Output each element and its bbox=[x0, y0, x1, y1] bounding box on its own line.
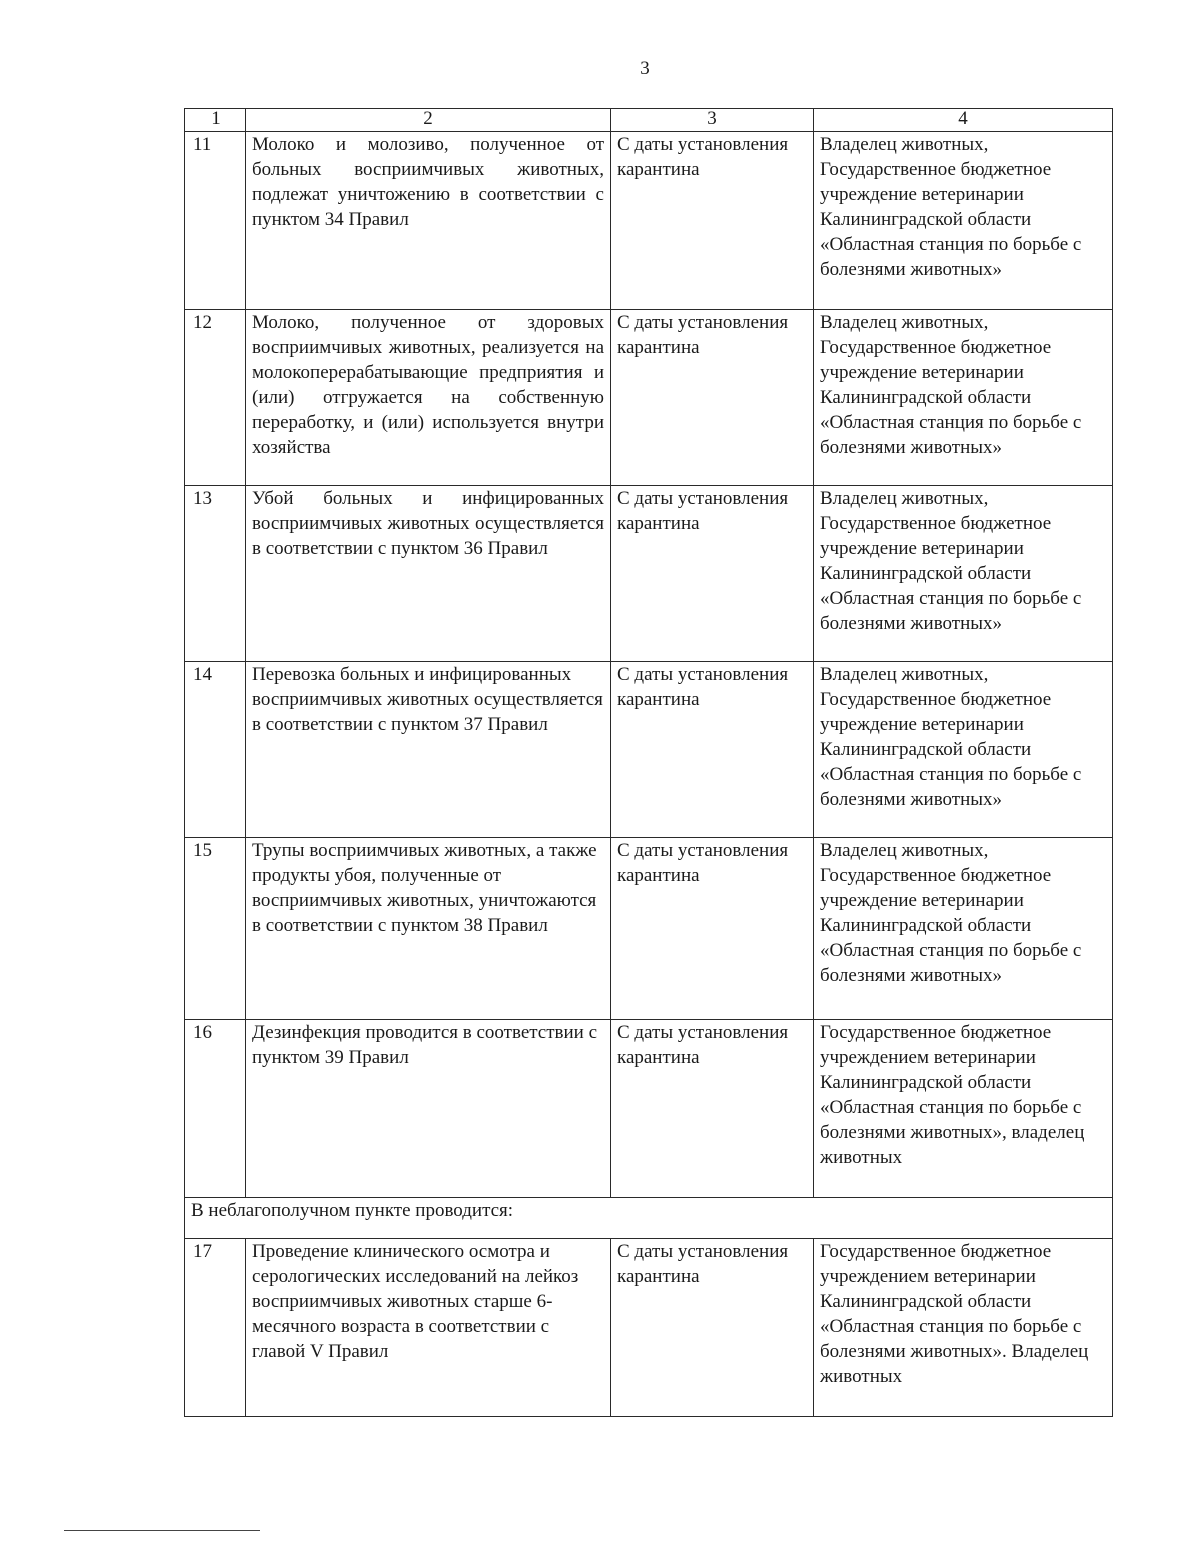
term-cell: С даты установления карантина bbox=[611, 662, 814, 838]
measure-cell: Молоко, полученное от здоровых восприимчивых животных, реализуется на молокоперерабатывающие предприятия и (или) отгружается на собственную переработку, и (или) используется внутри хозяйства bbox=[246, 310, 611, 486]
table-row bbox=[185, 838, 1113, 1020]
section-heading-row bbox=[185, 1198, 1113, 1239]
header-col-4: 4 bbox=[814, 109, 1113, 132]
responsible-cell: Владелец животных, Государственное бюджетное учреждение ветеринарии Калининградской области «Областная станция по борьбе с болезнями животных» bbox=[814, 310, 1113, 486]
table-row bbox=[185, 486, 1113, 662]
row-number: 12 bbox=[185, 310, 246, 486]
table-row bbox=[185, 310, 1113, 486]
term-cell: С даты установления карантина bbox=[611, 486, 814, 662]
measure-cell: Трупы восприимчивых животных, а также продукты убоя, полученные от восприимчивых животных, уничтожаются в соответствии с пунктом 38 Правил bbox=[246, 838, 611, 1020]
header-col-1: 1 bbox=[185, 109, 246, 132]
responsible-cell: Владелец животных, Государственное бюджетное учреждение ветеринарии Калининградской области «Областная станция по борьбе с болезнями животных» bbox=[814, 132, 1113, 310]
measure-cell: Проведение клинического осмотра и серологических исследований на лейкоз восприимчивых животных старше 6-месячного возраста в соответствии с главой V Правил bbox=[246, 1239, 611, 1417]
footnote-separator bbox=[64, 1530, 260, 1531]
term-cell: С даты установления карантина bbox=[611, 310, 814, 486]
row-number: 17 bbox=[185, 1239, 246, 1417]
row-number: 11 bbox=[185, 132, 246, 310]
header-col-2: 2 bbox=[246, 109, 611, 132]
measure-cell: Убой больных и инфицированных восприимчивых животных осуществляется в соответствии с пунктом 36 Правил bbox=[246, 486, 611, 662]
section-heading: В неблагополучном пункте проводится: bbox=[185, 1198, 1113, 1239]
measure-cell: Дезинфекция проводится в соответствии с пунктом 39 Правил bbox=[246, 1020, 611, 1198]
row-number: 14 bbox=[185, 662, 246, 838]
table-row bbox=[185, 132, 1113, 310]
term-cell: С даты установления карантина bbox=[611, 838, 814, 1020]
responsible-cell: Государственное бюджетное учреждением ветеринарии Калининградской области «Областная станция по борьбе с болезнями животных». Владелец животных bbox=[814, 1239, 1113, 1417]
measure-cell: Перевозка больных и инфицированных восприимчивых животных осуществляется в соответствии с пунктом 37 Правил bbox=[246, 662, 611, 838]
term-cell: С даты установления карантина bbox=[611, 132, 814, 310]
row-number: 13 bbox=[185, 486, 246, 662]
responsible-cell: Государственное бюджетное учреждением ветеринарии Калининградской области «Областная станция по борьбе с болезнями животных», владелец животных bbox=[814, 1020, 1113, 1198]
measure-cell: Молоко и молозиво, полученное от больных восприимчивых животных, подлежат уничтожению в соответствии с пунктом 34 Правил bbox=[246, 132, 611, 310]
row-number: 16 bbox=[185, 1020, 246, 1198]
header-col-3: 3 bbox=[611, 109, 814, 132]
term-cell: С даты установления карантина bbox=[611, 1020, 814, 1198]
row-number: 15 bbox=[185, 838, 246, 1020]
table-row bbox=[185, 662, 1113, 838]
responsible-cell: Владелец животных, Государственное бюджетное учреждение ветеринарии Калининградской области «Областная станция по борьбе с болезнями животных» bbox=[814, 486, 1113, 662]
term-cell: С даты установления карантина bbox=[611, 1239, 814, 1417]
table-row bbox=[185, 1020, 1113, 1198]
responsible-cell: Владелец животных, Государственное бюджетное учреждение ветеринарии Калининградской области «Областная станция по борьбе с болезнями животных» bbox=[814, 662, 1113, 838]
page-number: 3 bbox=[640, 58, 650, 79]
quarantine-measures-table bbox=[184, 108, 1113, 1417]
responsible-cell: Владелец животных, Государственное бюджетное учреждение ветеринарии Калининградской области «Областная станция по борьбе с болезнями животных» bbox=[814, 838, 1113, 1020]
table-header-row bbox=[185, 109, 1113, 132]
table-row bbox=[185, 1239, 1113, 1417]
